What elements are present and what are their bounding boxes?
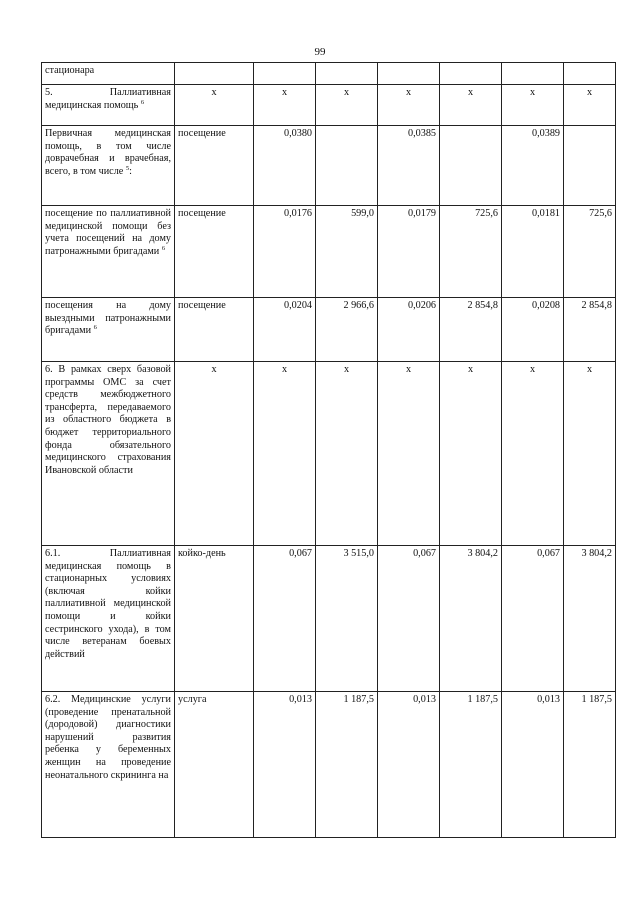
value-cell: 3 515,0: [316, 546, 378, 692]
value-cell: 2 966,6: [316, 298, 378, 362]
value-cell: х: [502, 85, 564, 126]
row-name: 6. В рамках сверх базовой программы ОМС за счет средств межбюджетного трансферта, передаваемого из областного бюджета в бюджет территориального фонда обязательного медицинского страхования Ивановской области: [42, 362, 175, 546]
value-cell: х: [378, 85, 440, 126]
value-cell: 0,0181: [502, 206, 564, 298]
value-cell: [564, 126, 616, 206]
value-cell: 0,067: [254, 546, 316, 692]
value-cell: 0,0179: [378, 206, 440, 298]
value-cell: х: [316, 362, 378, 546]
table-row: [42, 298, 616, 362]
value-cell: х: [440, 362, 502, 546]
value-cell: х: [254, 362, 316, 546]
row-name: 6.2. Медицинские услуги (проведение пренатальной (дородовой) диагностики нарушений развития ребенка у беременных женщин на проведение неонатального скрининга на: [42, 692, 175, 838]
table-row: [42, 546, 616, 692]
value-cell: х: [440, 85, 502, 126]
value-cell: 0,0208: [502, 298, 564, 362]
row-name: посещения на дому выездными патронажными бригадами $^6$: [42, 298, 175, 362]
value-cell: 0,0206: [378, 298, 440, 362]
value-cell: [440, 63, 502, 85]
value-cell: 0,067: [502, 546, 564, 692]
table-row: [42, 63, 616, 85]
value-cell: 0,067: [378, 546, 440, 692]
unit-cell: посещение: [175, 298, 254, 362]
value-cell: 725,6: [440, 206, 502, 298]
table-row: [42, 362, 616, 546]
table-row: [42, 692, 616, 838]
value-cell: х: [378, 362, 440, 546]
value-cell: [316, 126, 378, 206]
value-cell: 2 854,8: [564, 298, 616, 362]
value-cell: 0,0204: [254, 298, 316, 362]
page-number: 99: [314, 46, 326, 58]
row-name: посещение по паллиативной медицинской помощи без учета посещений на дому патронажными бригадами $^6$: [42, 206, 175, 298]
value-cell: 1 187,5: [440, 692, 502, 838]
value-cell: [502, 63, 564, 85]
unit-cell: посещение: [175, 206, 254, 298]
row-name: стационара: [42, 63, 175, 85]
unit-cell: х: [175, 85, 254, 126]
value-cell: 0,013: [378, 692, 440, 838]
value-cell: 2 854,8: [440, 298, 502, 362]
table-row: [42, 85, 616, 126]
value-cell: [254, 63, 316, 85]
value-cell: х: [254, 85, 316, 126]
value-cell: 0,013: [254, 692, 316, 838]
unit-cell: посещение: [175, 126, 254, 206]
value-cell: [316, 63, 378, 85]
value-cell: 3 804,2: [440, 546, 502, 692]
row-name: 5. Паллиативная медицинская помощь $^6$: [42, 85, 175, 126]
unit-cell: х: [175, 362, 254, 546]
value-cell: 0,0389: [502, 126, 564, 206]
value-cell: х: [564, 362, 616, 546]
unit-cell: [175, 63, 254, 85]
table-row: [42, 206, 616, 298]
value-cell: 1 187,5: [316, 692, 378, 838]
value-cell: 599,0: [316, 206, 378, 298]
value-cell: 725,6: [564, 206, 616, 298]
value-cell: [378, 63, 440, 85]
value-cell: х: [564, 85, 616, 126]
value-cell: х: [502, 362, 564, 546]
value-cell: [564, 63, 616, 85]
table-row: [42, 126, 616, 206]
value-cell: 0,013: [502, 692, 564, 838]
unit-cell: услуга: [175, 692, 254, 838]
value-cell: 1 187,5: [564, 692, 616, 838]
row-name: Первичная медицинская помощь, в том числе доврачебная и врачебная, всего, в том числе $^5$:: [42, 126, 175, 206]
value-cell: 0,0380: [254, 126, 316, 206]
value-cell: 0,0385: [378, 126, 440, 206]
value-cell: 3 804,2: [564, 546, 616, 692]
value-cell: х: [316, 85, 378, 126]
unit-cell: койко-день: [175, 546, 254, 692]
norms-table: [41, 62, 616, 838]
value-cell: 0,0176: [254, 206, 316, 298]
row-name: 6.1. Паллиативная медицинская помощь в стационарных условиях (включая койки паллиативной медицинской помощи и койки сестринского ухода), в том числе ветеранам боевых действий: [42, 546, 175, 692]
value-cell: [440, 126, 502, 206]
